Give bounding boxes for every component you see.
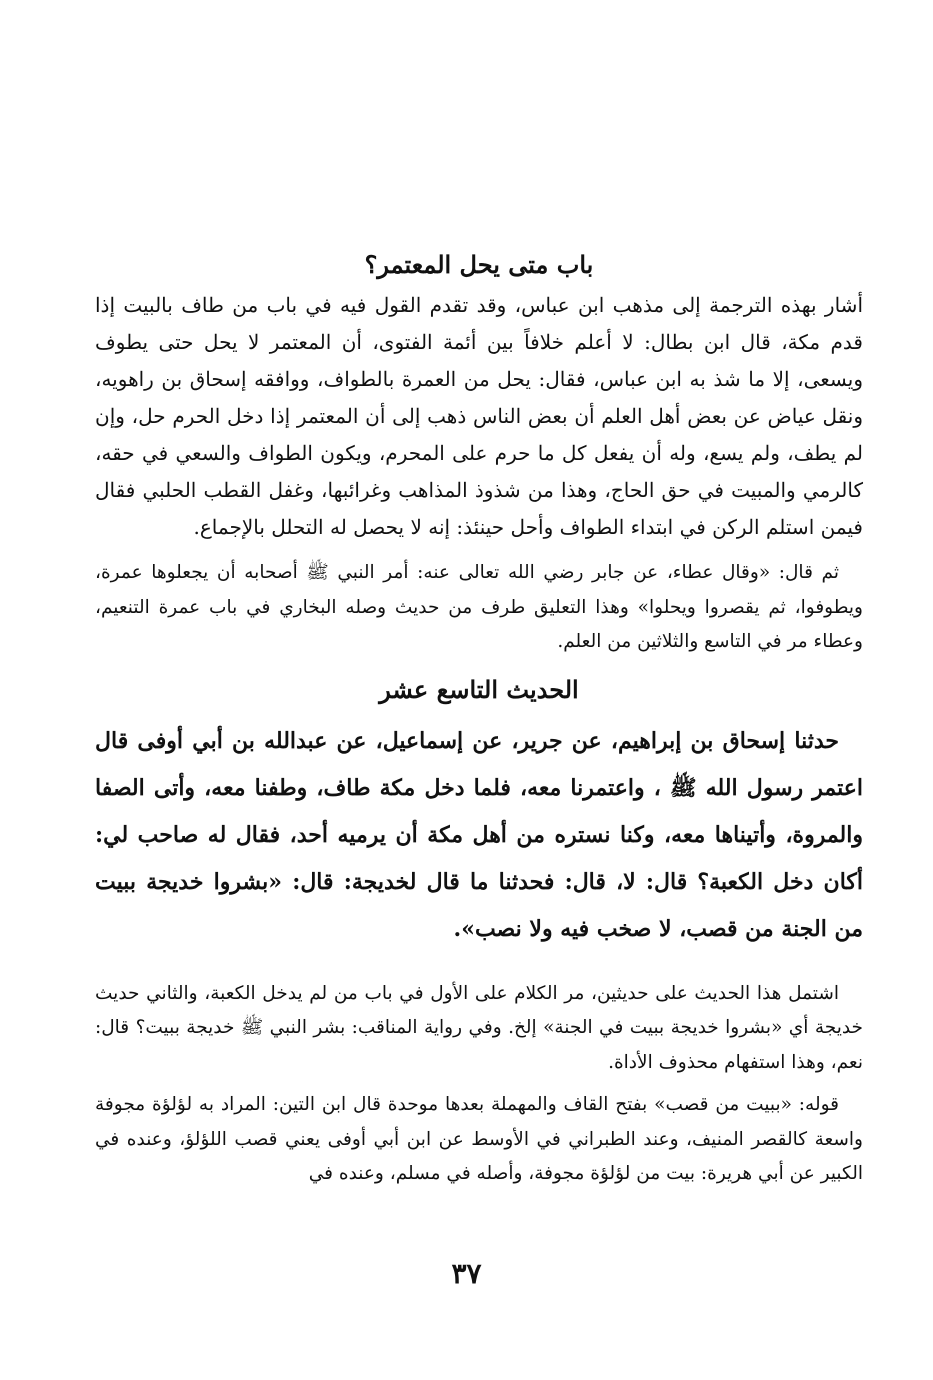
explanation-paragraph: قوله: «ببيت من قصب» بفتح القاف والمهملة بعدها موحدة قال ابن التين: المراد به لؤلؤة مجوفة واسعة كالقصر المنيف، وعند الطبراني في الأوسط عن ابن أبي أوفى يعني قصب اللؤلؤ، وعنده في الكبير عن أبي هريرة: بيت من لؤلؤة مجوفة، وأصله في مسلم، وعنده في — [95, 1094, 863, 1184]
intro-paragraph: أشار بهذه الترجمة إلى مذهب ابن عباس، وقد تقدم القول فيه في باب من طاف بالبيت إذا قدم مكة، قال ابن بطال: لا أعلم خلافاً بين أئمة الفتوى، أن المعتمر لا يحل حتى يطوف ويسعى، إلا ما شذ به ابن عباس، فقال: يحل من العمرة بالطواف، ووافقه إسحاق بن راهويه، ونقل عياض عن بعض أهل العلم أن بعض الناس ذهب إلى أن المعتمر إذا دخل الحرم حل، وإن لم يطف، ولم يسع، وله أن يفعل كل ما حرم على المحرم، ويكون الطواف والسعي في حقه، كالرمي والمبيت في حق الحاج، وهذا من شذوذ المذاهب وغرائبها، وغفل القطب الحلبي فقال فيمن استلم الركن في ابتداء الطواف وأحل حينئذ: إنه لا يحصل له التحلل بالإجماع. — [95, 293, 864, 539]
quote-paragraph: ثم قال: «وقال عطاء، عن جابر رضي الله تعالى عنه: أمر النبي ﷺ أصحابه أن يجعلوها عمرة، ويطوفوا، ثم يقصروا ويحلوا» وهذا التعليق طرف من حديث وصله البخاري في باب عمرة التنعيم، وعطاء مر في التاسع والثلاثين من العلم. — [95, 562, 863, 652]
page-body — [95, 245, 863, 1192]
page-number: ٣٧ — [451, 1257, 482, 1290]
chapter-title: باب متى يحل المعتمر؟ — [364, 250, 594, 279]
commentary-paragraph: اشتمل هذا الحديث على حديثين، مر الكلام على الأول في باب من لم يدخل الكعبة، والثاني حديث خديجة أي «بشروا خديجة ببيت في الجنة» إلخ. وفي رواية المناقب: بشر النبي ﷺ خديجة ببيت؟ قال: نعم، وهذا استفهام محذوف الأداة. — [95, 982, 863, 1073]
section-title: الحديث التاسع عشر — [379, 674, 579, 704]
hadith-text: حدثنا إسحاق بن إبراهيم، عن جرير، عن إسماعيل، عن عبدالله بن أبي أوفى قال اعتمر رسول الله ﷺ ، واعتمرنا معه، فلما دخل مكة طاف، وطفنا معه، وأتى الصفا والمروة، وأتيناها معه، وكنا نستره من أهل مكة أن يرميه أحد، فقال له صاحب لي: أكان دخل الكعبة؟ قال: لا، قال: فحدثنا ما قال لخديجة: قال: «بشروا خديجة ببيت من الجنة من قصب، لا صخب فيه ولا نصب». — [95, 727, 863, 942]
